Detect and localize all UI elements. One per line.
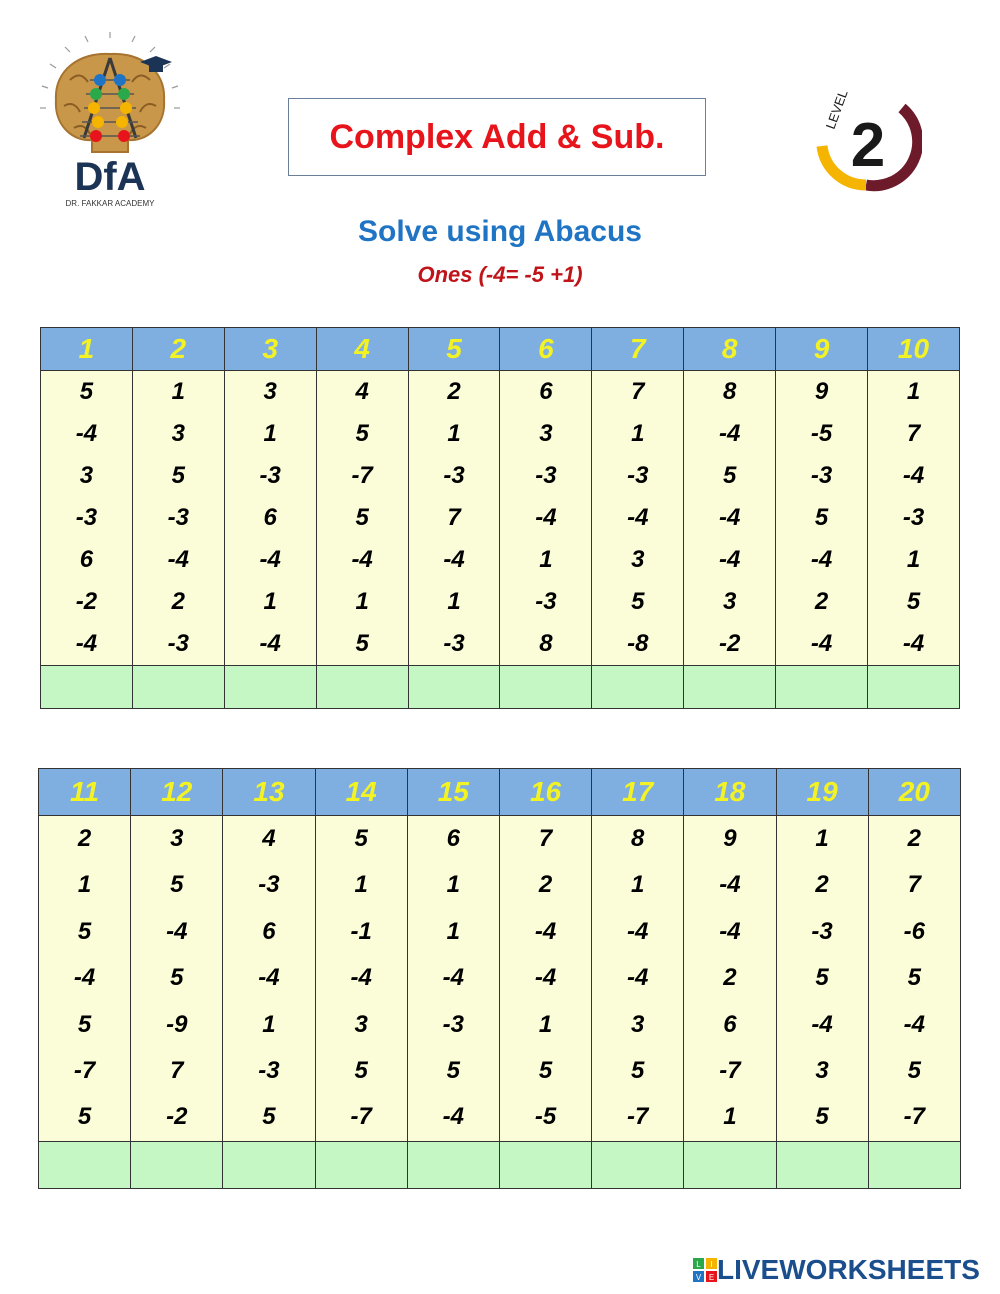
problem-column bbox=[592, 371, 684, 666]
problem-number: 2 bbox=[132, 328, 224, 371]
liveworksheets-brand: LIVEWORKSHEETS bbox=[717, 1254, 980, 1285]
problem-number: 4 bbox=[316, 328, 408, 371]
problem-value: 2 bbox=[815, 871, 829, 899]
answer-input-9[interactable] bbox=[776, 666, 868, 709]
answer-input-17[interactable] bbox=[592, 1141, 684, 1188]
problem-value: 6 bbox=[723, 1010, 737, 1038]
problem-value: 8 bbox=[723, 378, 737, 405]
subtitle: Solve using Abacus bbox=[358, 215, 642, 248]
problem-value: -4 bbox=[811, 1010, 833, 1038]
problem-value: -7 bbox=[73, 1056, 96, 1084]
problem-value: 5 bbox=[631, 588, 645, 615]
problem-column bbox=[684, 816, 776, 1142]
problem-value: -3 bbox=[811, 917, 833, 945]
problem-value: 3 bbox=[171, 420, 186, 447]
problem-value: -9 bbox=[166, 1010, 188, 1038]
problem-value: 6 bbox=[539, 378, 553, 405]
svg-text:LEVEL: LEVEL bbox=[822, 87, 851, 132]
problem-value: -4 bbox=[902, 630, 925, 657]
problem-value: -3 bbox=[902, 504, 925, 531]
problem-value: 7 bbox=[170, 1056, 184, 1084]
problem-value: -4 bbox=[259, 546, 281, 573]
problem-value: -4 bbox=[627, 504, 649, 531]
problem-column bbox=[592, 816, 684, 1142]
problem-value: 3 bbox=[170, 825, 184, 852]
problem-value: 9 bbox=[723, 825, 737, 852]
problem-value: 5 bbox=[79, 378, 94, 405]
answer-input-15[interactable] bbox=[407, 1141, 499, 1188]
problem-value: -7 bbox=[350, 1103, 372, 1131]
problem-value: 3 bbox=[815, 1056, 829, 1084]
problem-value: 1 bbox=[539, 546, 553, 573]
hint-text: Ones (-4= -5 +1) bbox=[417, 262, 583, 287]
problem-value: 1 bbox=[815, 825, 829, 852]
problem-value: 5 bbox=[906, 588, 921, 615]
problem-value: 5 bbox=[171, 462, 186, 489]
problem-value: -4 bbox=[75, 420, 98, 447]
problem-value: -3 bbox=[442, 1010, 465, 1038]
problem-value: -3 bbox=[258, 871, 280, 899]
problem-column bbox=[131, 816, 223, 1142]
problem-value: 5 bbox=[77, 1103, 92, 1131]
problem-number: 7 bbox=[592, 328, 684, 371]
answer-input-12[interactable] bbox=[131, 1141, 223, 1188]
problem-value: 5 bbox=[355, 420, 369, 447]
problem-column bbox=[315, 816, 407, 1142]
problem-number: 13 bbox=[223, 769, 315, 816]
problem-value: 2 bbox=[77, 825, 92, 852]
problem-value: 7 bbox=[907, 871, 922, 899]
answer-input-4[interactable] bbox=[316, 666, 408, 709]
answer-input-5[interactable] bbox=[408, 666, 500, 709]
problem-column bbox=[224, 371, 316, 666]
problem-value: 1 bbox=[263, 588, 277, 615]
problem-value: -4 bbox=[902, 462, 925, 489]
problem-value: 2 bbox=[814, 588, 829, 615]
problem-value: 5 bbox=[170, 964, 184, 992]
problem-column bbox=[407, 816, 499, 1142]
problem-value: 1 bbox=[263, 420, 277, 447]
problem-value: -4 bbox=[442, 1103, 465, 1131]
problem-value: 1 bbox=[447, 420, 461, 447]
problem-value: 8 bbox=[539, 630, 553, 657]
svg-text:I: I bbox=[710, 1260, 713, 1269]
svg-text:DfA: DfA bbox=[74, 155, 146, 199]
problem-column bbox=[776, 816, 868, 1142]
problem-number: 15 bbox=[407, 769, 499, 816]
answer-input-7[interactable] bbox=[592, 666, 684, 709]
problem-number: 9 bbox=[776, 328, 868, 371]
problems-table-2 bbox=[38, 768, 961, 1189]
svg-text:DR. FAKKAR ACADEMY: DR. FAKKAR ACADEMY bbox=[65, 199, 155, 208]
problem-number: 17 bbox=[592, 769, 684, 816]
svg-text:E: E bbox=[708, 1273, 715, 1282]
problem-value: 6 bbox=[446, 825, 461, 852]
problem-value: 1 bbox=[538, 1010, 553, 1038]
problem-value: 1 bbox=[77, 871, 92, 899]
problem-value: 5 bbox=[170, 871, 184, 899]
problem-value: -4 bbox=[810, 546, 833, 573]
problem-number: 10 bbox=[868, 328, 960, 371]
problem-value: -4 bbox=[350, 964, 372, 992]
problem-value: -7 bbox=[719, 1056, 741, 1084]
answer-input-3[interactable] bbox=[224, 666, 316, 709]
problem-column bbox=[499, 816, 591, 1142]
problem-value: -4 bbox=[719, 871, 741, 899]
problem-number: 5 bbox=[408, 328, 500, 371]
problem-value: -3 bbox=[443, 630, 465, 657]
svg-text:V: V bbox=[695, 1273, 702, 1282]
problem-value: -3 bbox=[535, 462, 557, 489]
problems-table-1 bbox=[40, 327, 960, 709]
problem-value: -3 bbox=[258, 1056, 280, 1084]
worksheet-title: Complex Add & Sub. bbox=[288, 98, 706, 176]
problem-value: 7 bbox=[906, 420, 921, 447]
problem-value: -2 bbox=[719, 630, 741, 657]
problem-value: 3 bbox=[631, 546, 645, 573]
problem-value: -4 bbox=[534, 917, 557, 945]
problem-value: 2 bbox=[171, 588, 186, 615]
problem-value: -4 bbox=[719, 546, 741, 573]
problem-value: 1 bbox=[906, 378, 921, 405]
problem-number: 14 bbox=[315, 769, 407, 816]
problem-value: 5 bbox=[355, 630, 369, 657]
problem-value: -4 bbox=[810, 630, 833, 657]
problem-value: 3 bbox=[263, 378, 277, 405]
problem-number: 3 bbox=[224, 328, 316, 371]
problem-value: -4 bbox=[535, 504, 557, 531]
problem-value: -3 bbox=[259, 462, 281, 489]
answer-input-8[interactable] bbox=[684, 666, 776, 709]
problem-value: -3 bbox=[810, 462, 833, 489]
problem-value: -3 bbox=[627, 462, 649, 489]
problem-number: 6 bbox=[500, 328, 592, 371]
problem-value: 3 bbox=[723, 588, 737, 615]
problem-value: -4 bbox=[442, 964, 465, 992]
problem-value: 6 bbox=[262, 917, 276, 945]
problem-number: 11 bbox=[39, 769, 131, 816]
problem-value: -3 bbox=[535, 588, 557, 615]
problem-value: -7 bbox=[351, 462, 373, 489]
answer-input-18[interactable] bbox=[684, 1141, 776, 1188]
problem-value: 5 bbox=[354, 1056, 368, 1084]
problem-value: -4 bbox=[167, 546, 189, 573]
problem-value: 5 bbox=[354, 825, 368, 852]
problem-number: 12 bbox=[131, 769, 223, 816]
problem-number: 20 bbox=[868, 769, 960, 816]
problem-value: 5 bbox=[907, 1056, 922, 1084]
answer-input-20[interactable] bbox=[868, 1141, 960, 1188]
answer-input-13[interactable] bbox=[223, 1141, 315, 1188]
problem-value: 5 bbox=[631, 1056, 645, 1084]
problem-value: -3 bbox=[167, 504, 189, 531]
problem-column bbox=[316, 371, 408, 666]
problem-value: 5 bbox=[723, 462, 737, 489]
problem-column bbox=[39, 816, 131, 1142]
problem-column bbox=[408, 371, 500, 666]
problem-column bbox=[776, 371, 868, 666]
problem-value: 1 bbox=[354, 871, 368, 899]
problem-column bbox=[684, 371, 776, 666]
problem-value: 7 bbox=[631, 378, 645, 405]
problem-value: 1 bbox=[723, 1103, 737, 1131]
problem-value: 1 bbox=[631, 420, 645, 447]
problem-value: -4 bbox=[534, 964, 557, 992]
problem-column bbox=[132, 371, 224, 666]
problem-value: -7 bbox=[903, 1103, 926, 1131]
problem-value: -5 bbox=[534, 1103, 557, 1131]
problem-column bbox=[41, 371, 133, 666]
problem-value: -1 bbox=[350, 917, 372, 945]
problem-number: 18 bbox=[684, 769, 776, 816]
problem-value: -4 bbox=[259, 630, 281, 657]
problem-value: -4 bbox=[166, 917, 188, 945]
problem-value: -3 bbox=[443, 462, 465, 489]
problem-value: 4 bbox=[355, 378, 369, 405]
problem-value: -4 bbox=[719, 504, 741, 531]
answer-input-1[interactable] bbox=[41, 666, 133, 709]
answer-input-6[interactable] bbox=[500, 666, 592, 709]
problem-value: 1 bbox=[171, 378, 186, 405]
problem-value: 5 bbox=[907, 964, 922, 992]
problem-value: 1 bbox=[906, 546, 921, 573]
problem-value: 1 bbox=[355, 588, 369, 615]
problem-column bbox=[223, 816, 315, 1142]
answer-input-16[interactable] bbox=[499, 1141, 591, 1188]
problem-value: 5 bbox=[815, 964, 829, 992]
problem-value: -4 bbox=[719, 420, 741, 447]
problem-value: 9 bbox=[814, 378, 829, 405]
problem-value: 5 bbox=[355, 504, 369, 531]
problem-value: 1 bbox=[446, 917, 461, 945]
answer-input-11[interactable] bbox=[39, 1141, 131, 1188]
problem-value: 5 bbox=[538, 1056, 553, 1084]
problem-value: 5 bbox=[815, 1103, 829, 1131]
problem-value: -3 bbox=[167, 630, 189, 657]
problem-value: -2 bbox=[166, 1103, 188, 1131]
problem-value: 1 bbox=[446, 871, 461, 899]
problem-column bbox=[868, 816, 960, 1142]
problem-value: 3 bbox=[631, 1010, 645, 1038]
liveworksheets-icon bbox=[693, 1258, 717, 1282]
problem-value: -4 bbox=[719, 917, 741, 945]
problem-value: 1 bbox=[262, 1010, 276, 1038]
problem-value: 3 bbox=[539, 420, 553, 447]
problem-value: 2 bbox=[447, 378, 461, 405]
problem-number: 1 bbox=[41, 328, 133, 371]
problem-value: 2 bbox=[907, 825, 922, 852]
level-badge-icon bbox=[812, 84, 922, 194]
dfa-logo bbox=[40, 30, 180, 210]
problem-value: -4 bbox=[351, 546, 373, 573]
problem-value: -4 bbox=[73, 964, 96, 992]
problem-value: 1 bbox=[447, 588, 461, 615]
answer-input-19[interactable] bbox=[776, 1141, 868, 1188]
problem-value: 5 bbox=[77, 1010, 92, 1038]
problem-value: 2 bbox=[538, 871, 553, 899]
problem-value: -4 bbox=[75, 630, 98, 657]
liveworksheets-logo bbox=[693, 1255, 980, 1285]
problem-number: 19 bbox=[776, 769, 868, 816]
problem-value: 5 bbox=[77, 917, 92, 945]
problem-value: -4 bbox=[443, 546, 465, 573]
problem-value: 5 bbox=[814, 504, 829, 531]
problem-value: 3 bbox=[354, 1010, 368, 1038]
problem-value: 4 bbox=[262, 825, 276, 852]
problem-value: 5 bbox=[446, 1056, 461, 1084]
answer-input-14[interactable] bbox=[315, 1141, 407, 1188]
problem-value: -8 bbox=[627, 630, 649, 657]
problem-column bbox=[500, 371, 592, 666]
problem-value: -2 bbox=[75, 588, 98, 615]
problem-value: 2 bbox=[723, 964, 737, 992]
problem-value: 1 bbox=[631, 871, 645, 899]
problem-value: 8 bbox=[631, 825, 645, 852]
problem-value: -4 bbox=[627, 964, 649, 992]
problem-value: -3 bbox=[75, 504, 98, 531]
problem-number: 16 bbox=[499, 769, 591, 816]
problem-value: -4 bbox=[903, 1010, 926, 1038]
problem-value: 5 bbox=[262, 1103, 276, 1131]
problem-value: -4 bbox=[627, 917, 649, 945]
problem-value: -5 bbox=[810, 420, 833, 447]
problem-value: -7 bbox=[627, 1103, 649, 1131]
svg-text:2: 2 bbox=[850, 111, 886, 180]
problem-value: -4 bbox=[258, 964, 280, 992]
problem-value: 6 bbox=[79, 546, 94, 573]
problem-number: 8 bbox=[684, 328, 776, 371]
problem-value: -6 bbox=[903, 917, 926, 945]
problem-value: 3 bbox=[79, 462, 94, 489]
problem-value: 6 bbox=[263, 504, 277, 531]
problem-column bbox=[868, 371, 960, 666]
answer-input-10[interactable] bbox=[868, 666, 960, 709]
problem-value: 7 bbox=[538, 825, 553, 852]
svg-text:L: L bbox=[696, 1260, 701, 1269]
problem-value: 7 bbox=[447, 504, 461, 531]
answer-input-2[interactable] bbox=[132, 666, 224, 709]
